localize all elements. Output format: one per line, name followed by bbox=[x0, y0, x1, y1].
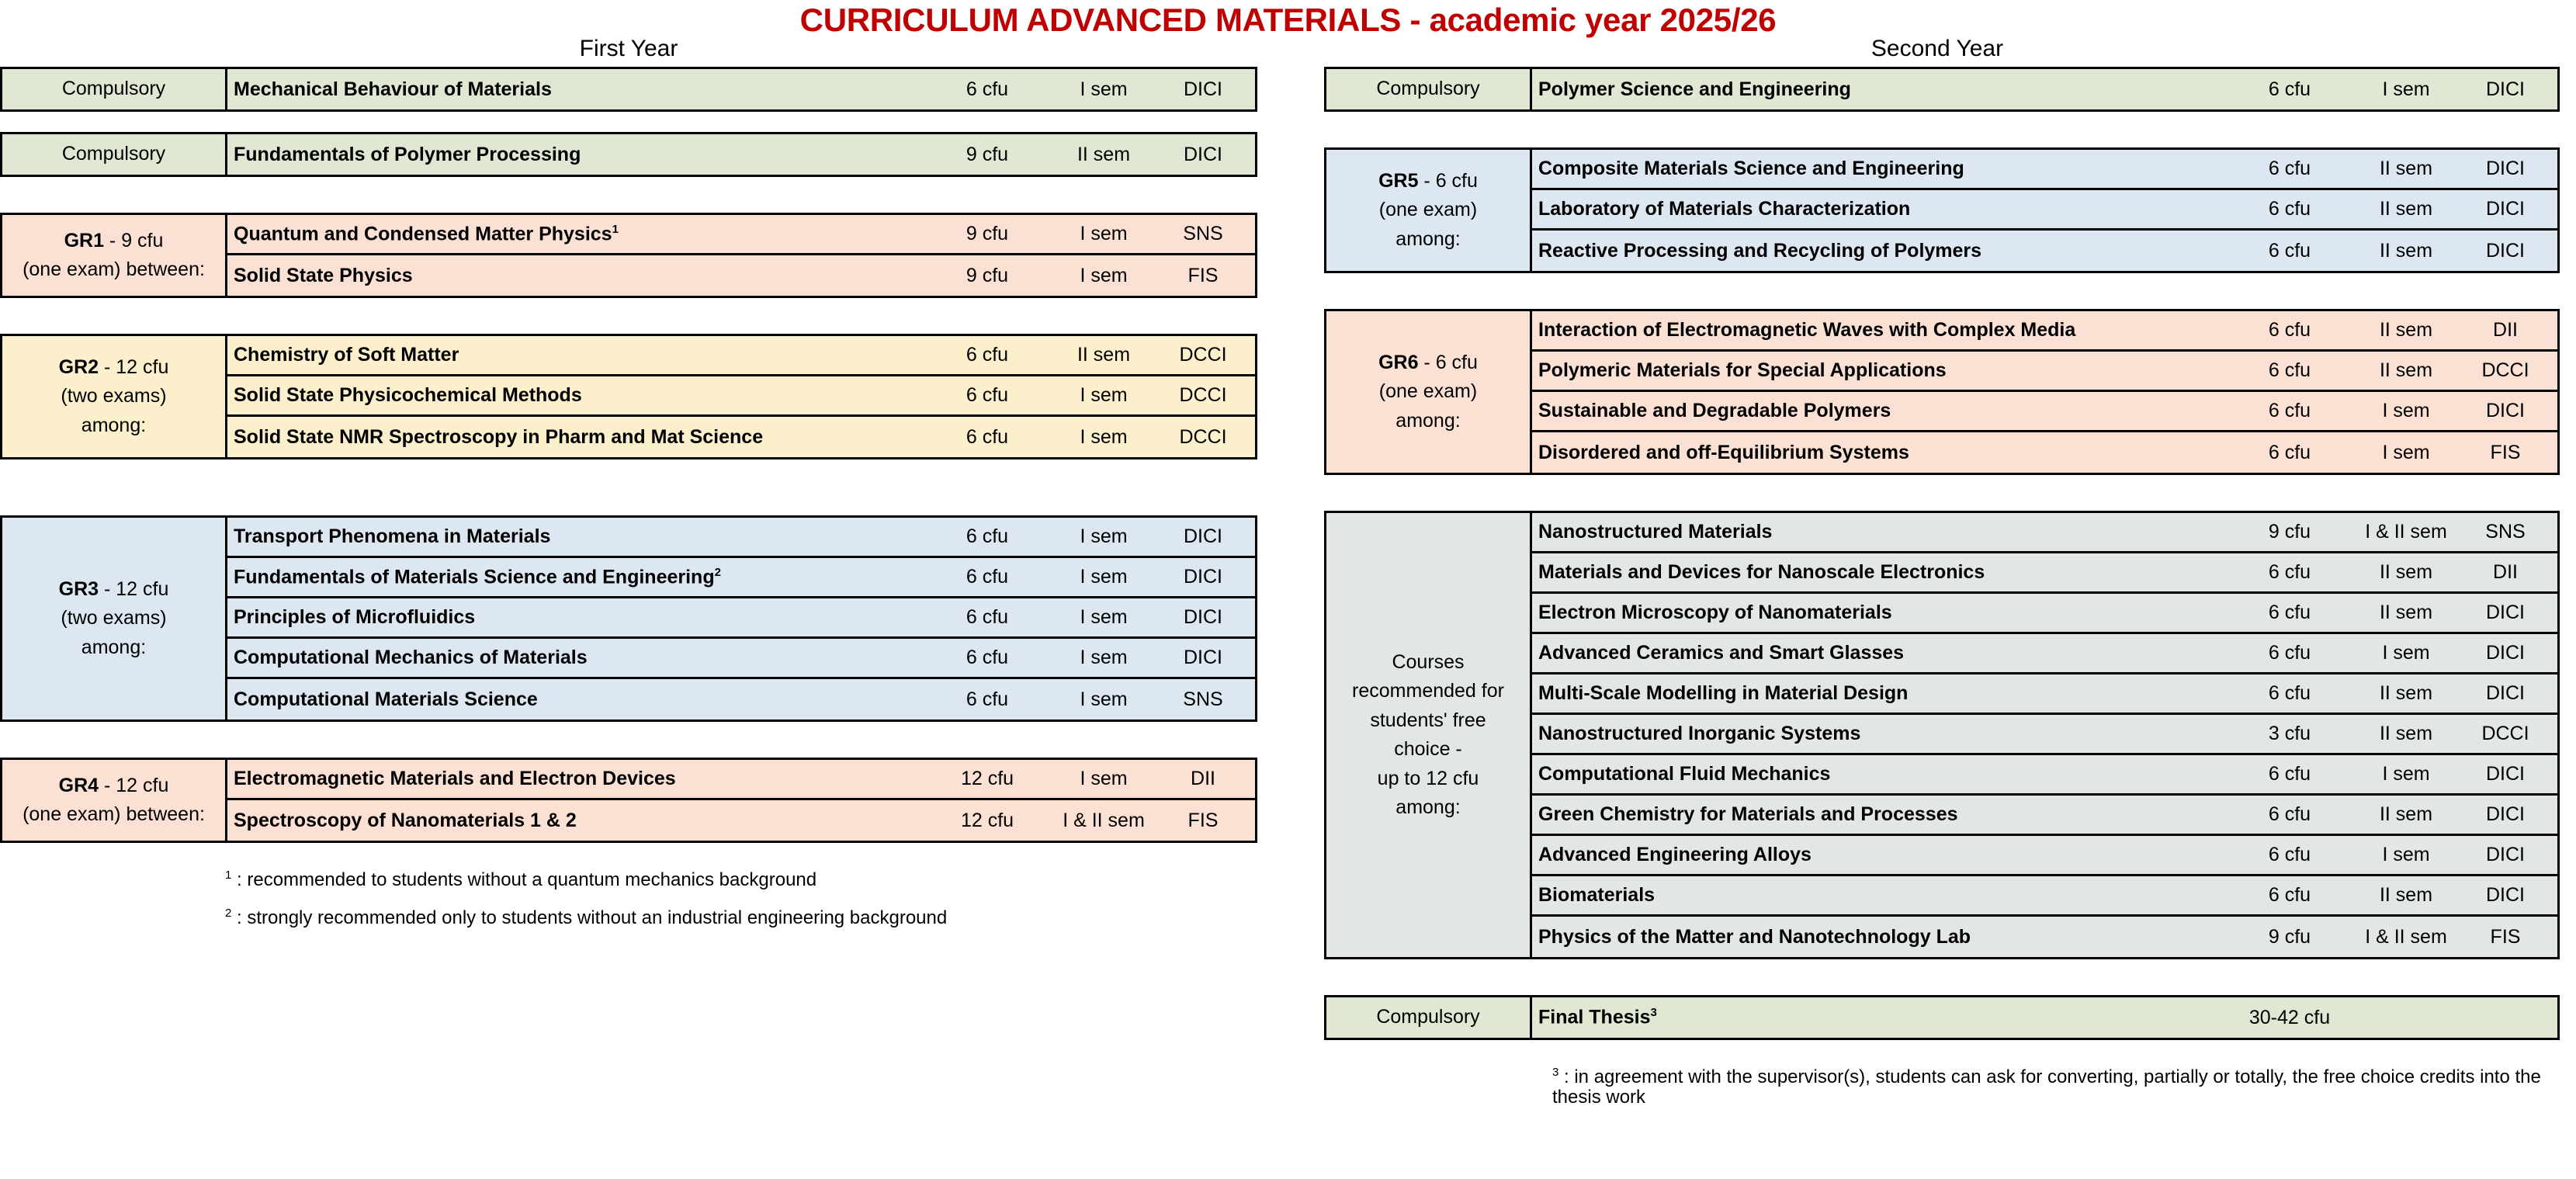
course-name: Final Thesis$^3$ bbox=[1538, 1006, 1657, 1028]
course-block bbox=[0, 132, 1257, 177]
course-rows bbox=[227, 134, 1255, 175]
first-year-column bbox=[0, 37, 1319, 946]
group-label-cell bbox=[1326, 513, 1532, 957]
course-department: FIS bbox=[2490, 925, 2521, 948]
course-department: DII bbox=[2493, 319, 2518, 342]
course-credits: 6 cfu bbox=[2268, 441, 2311, 463]
footnote-marker: 3 bbox=[1552, 1066, 1559, 1080]
course-semester: I sem bbox=[1080, 647, 1128, 669]
first-year-heading: First Year bbox=[579, 36, 678, 62]
table-row bbox=[227, 69, 1255, 109]
course-department: DCCI bbox=[1179, 344, 1227, 366]
course-semester: II sem bbox=[2379, 239, 2433, 262]
footnote-marker: 1 bbox=[225, 869, 232, 883]
course-semester: I sem bbox=[1080, 688, 1128, 710]
table-row bbox=[1532, 190, 2557, 231]
course-semester: I & II sem bbox=[2365, 521, 2447, 543]
table-row bbox=[1532, 634, 2557, 674]
course-rows bbox=[1532, 997, 2557, 1038]
course-credits: 6 cfu bbox=[2268, 803, 2311, 826]
group-label-cell bbox=[1326, 150, 1532, 271]
course-department: DICI bbox=[2486, 78, 2525, 100]
course-block bbox=[0, 334, 1257, 459]
course-block bbox=[0, 67, 1257, 112]
table-row bbox=[1532, 553, 2557, 594]
course-name: Polymeric Materials for Special Applications bbox=[1538, 359, 1947, 382]
footnote-text: : recommended to students without a quantum mechanics background bbox=[237, 869, 817, 891]
year-columns bbox=[0, 37, 2576, 1125]
course-name: Fundamentals of Polymer Processing bbox=[234, 143, 581, 165]
footnote-text: : strongly recommended only to students without an industrial engineering background bbox=[237, 907, 948, 929]
course-credits: 9 cfu bbox=[966, 223, 1009, 245]
first-year-blocks bbox=[0, 67, 1319, 843]
course-name: Solid State Physics bbox=[234, 264, 413, 286]
course-department: FIS bbox=[2490, 441, 2521, 463]
course-department: DICI bbox=[2486, 682, 2525, 705]
course-block bbox=[1324, 147, 2560, 273]
course-name: Computational Fluid Mechanics bbox=[1538, 763, 1831, 785]
group-label-cell bbox=[2, 69, 227, 109]
group-label-line: (two exams) bbox=[61, 607, 167, 629]
block-spacer bbox=[1319, 495, 2576, 511]
course-department: DICI bbox=[2486, 239, 2525, 262]
table-row bbox=[1532, 796, 2557, 836]
footnote-text: : in agreement with the supervisor(s), students can ask for converting, partially or totally, the free choice credits into the thesis work bbox=[1552, 1066, 2541, 1108]
course-semester: II sem bbox=[2379, 884, 2433, 907]
second-year-footnotes bbox=[1552, 1066, 2553, 1108]
table-row bbox=[1532, 69, 2557, 109]
course-block bbox=[1324, 995, 2560, 1040]
group-label-line: Compulsory bbox=[1376, 78, 1480, 100]
table-row bbox=[1532, 755, 2557, 796]
course-department: DICI bbox=[1184, 606, 1222, 629]
group-label-line: GR3 - 12 cfu bbox=[58, 577, 169, 600]
course-name: Polymer Science and Engineering bbox=[1538, 78, 1851, 100]
course-semester: II sem bbox=[2379, 158, 2433, 180]
course-department: FIS bbox=[1187, 809, 1219, 831]
course-semester: II sem bbox=[2379, 682, 2433, 705]
group-label-cell bbox=[2, 134, 227, 175]
page-title: CURRICULUM ADVANCED MATERIALS - academic year 2025/26 bbox=[799, 2, 1777, 38]
table-row bbox=[1532, 231, 2557, 271]
footnote bbox=[225, 907, 1319, 928]
course-semester: I sem bbox=[1080, 525, 1128, 548]
group-label-line: (one exam) between: bbox=[23, 803, 205, 826]
course-semester: I sem bbox=[2382, 441, 2430, 463]
course-rows bbox=[1532, 513, 2557, 957]
group-label-line: among: bbox=[81, 636, 147, 658]
course-credits: 6 cfu bbox=[2268, 239, 2311, 262]
course-semester: I sem bbox=[1080, 384, 1128, 407]
table-row bbox=[227, 800, 1255, 841]
block-spacer bbox=[0, 742, 1319, 758]
second-year-blocks bbox=[1319, 67, 2576, 1040]
group-label-cell bbox=[1326, 311, 1532, 473]
course-department: SNS bbox=[1183, 688, 1223, 710]
course-name: Nanostructured Inorganic Systems bbox=[1538, 723, 1861, 745]
course-credits: 6 cfu bbox=[2268, 763, 2311, 785]
course-department: DICI bbox=[2486, 763, 2525, 785]
course-rows bbox=[227, 760, 1255, 841]
course-credits: 6 cfu bbox=[966, 384, 1009, 407]
course-semester: I & II sem bbox=[1063, 809, 1145, 831]
course-department: SNS bbox=[2485, 521, 2526, 543]
group-label-line: GR4 - 12 cfu bbox=[58, 774, 169, 796]
course-name: Advanced Engineering Alloys bbox=[1538, 844, 1812, 866]
course-semester: I sem bbox=[2382, 400, 2430, 422]
course-department: DICI bbox=[2486, 642, 2525, 664]
course-credits: 12 cfu bbox=[960, 809, 1014, 831]
course-credits: 6 cfu bbox=[2268, 844, 2311, 866]
course-name: Physics of the Matter and Nanotechnology Lab bbox=[1538, 925, 1971, 948]
course-semester: I & II sem bbox=[2365, 925, 2447, 948]
course-name: Mechanical Behaviour of Materials bbox=[234, 78, 552, 100]
course-credits: 3 cfu bbox=[2268, 723, 2311, 745]
course-block bbox=[1324, 511, 2560, 959]
group-label-line: (one exam) bbox=[1378, 380, 1478, 403]
course-block bbox=[0, 515, 1257, 722]
course-credits: 6 cfu bbox=[2268, 400, 2311, 422]
course-department: DCCI bbox=[1179, 384, 1227, 407]
course-name: Nanostructured Materials bbox=[1538, 521, 1773, 543]
course-department: DICI bbox=[2486, 400, 2525, 422]
course-credits: 6 cfu bbox=[966, 425, 1009, 448]
course-name: Interaction of Electromagnetic Waves with Complex Media bbox=[1538, 319, 2076, 342]
course-name: Advanced Ceramics and Smart Glasses bbox=[1538, 642, 1905, 664]
course-semester: II sem bbox=[2379, 723, 2433, 745]
course-credits: 6 cfu bbox=[2268, 158, 2311, 180]
course-credits: 6 cfu bbox=[2268, 198, 2311, 220]
course-department: DICI bbox=[2486, 803, 2525, 826]
table-row bbox=[1532, 836, 2557, 876]
table-row bbox=[227, 598, 1255, 639]
course-name: Fundamentals of Materials Science and Engineering$^2$ bbox=[234, 565, 721, 588]
group-label-line: students' free bbox=[1370, 709, 1486, 731]
table-row bbox=[227, 336, 1255, 376]
course-rows bbox=[227, 69, 1255, 109]
course-credits: 12 cfu bbox=[960, 768, 1014, 790]
course-semester: II sem bbox=[2379, 561, 2433, 584]
course-semester: I sem bbox=[1080, 78, 1128, 100]
course-name: Spectroscopy of Nanomaterials 1 & 2 bbox=[234, 809, 577, 831]
course-department: DCCI bbox=[2481, 723, 2529, 745]
block-spacer bbox=[1319, 132, 2576, 147]
course-credits: 6 cfu bbox=[966, 78, 1009, 100]
block-spacer bbox=[0, 197, 1319, 213]
course-name: Computational Materials Science bbox=[234, 688, 538, 710]
table-row bbox=[227, 376, 1255, 417]
course-rows bbox=[227, 215, 1255, 296]
table-row bbox=[1532, 876, 2557, 917]
course-semester: I sem bbox=[2382, 763, 2430, 785]
table-row bbox=[227, 558, 1255, 598]
course-semester: II sem bbox=[1077, 344, 1131, 366]
group-label-line: (one exam) bbox=[1378, 199, 1478, 221]
course-block bbox=[1324, 309, 2560, 475]
course-credits: 6 cfu bbox=[2268, 884, 2311, 907]
course-credits: 9 cfu bbox=[966, 143, 1009, 165]
course-department: DII bbox=[1191, 768, 1215, 790]
course-semester: II sem bbox=[2379, 198, 2433, 220]
table-row bbox=[1532, 513, 2557, 553]
group-label-cell bbox=[2, 336, 227, 457]
course-name: Solid State NMR Spectroscopy in Pharm and Mat Science bbox=[234, 425, 764, 448]
course-name: Materials and Devices for Nanoscale Electronics bbox=[1538, 561, 1985, 584]
course-department: DICI bbox=[1184, 525, 1222, 548]
table-row bbox=[1532, 150, 2557, 190]
table-row bbox=[227, 134, 1255, 175]
table-row bbox=[1532, 432, 2557, 473]
table-row bbox=[1532, 392, 2557, 432]
course-credits: 30-42 cfu bbox=[2248, 1006, 2331, 1028]
course-name: Disordered and off-Equilibrium Systems bbox=[1538, 441, 1909, 463]
course-name: Quantum and Condensed Matter Physics$^1$ bbox=[234, 222, 619, 245]
table-row bbox=[227, 760, 1255, 800]
table-row bbox=[1532, 715, 2557, 755]
table-row bbox=[1532, 352, 2557, 392]
group-label-line: GR6 - 6 cfu bbox=[1378, 351, 1478, 373]
course-name: Reactive Processing and Recycling of Polymers bbox=[1538, 239, 1982, 262]
table-row bbox=[1532, 917, 2557, 957]
course-department: DCCI bbox=[1179, 425, 1227, 448]
course-name: Composite Materials Science and Engineering bbox=[1538, 158, 1964, 180]
group-label-cell bbox=[2, 760, 227, 841]
course-department: FIS bbox=[1187, 264, 1219, 286]
course-rows bbox=[1532, 69, 2557, 109]
course-credits: 6 cfu bbox=[2268, 602, 2311, 624]
block-spacer bbox=[1319, 293, 2576, 309]
course-credits: 6 cfu bbox=[2268, 682, 2311, 705]
course-credits: 6 cfu bbox=[966, 688, 1009, 710]
course-semester: I sem bbox=[2382, 642, 2430, 664]
group-label-line: Courses bbox=[1392, 650, 1465, 673]
block-spacer bbox=[1319, 980, 2576, 995]
footnote bbox=[225, 869, 1319, 890]
course-department: DII bbox=[2493, 561, 2518, 584]
course-credits: 6 cfu bbox=[2268, 642, 2311, 664]
course-department: DICI bbox=[2486, 602, 2525, 624]
course-credits: 9 cfu bbox=[2268, 521, 2311, 543]
course-credits: 6 cfu bbox=[966, 606, 1009, 629]
table-row bbox=[227, 255, 1255, 296]
second-year-column bbox=[1319, 37, 2576, 1125]
group-label-cell bbox=[2, 215, 227, 296]
group-label-line: among: bbox=[1395, 796, 1461, 819]
course-credits: 6 cfu bbox=[966, 566, 1009, 588]
group-label-line: up to 12 cfu bbox=[1377, 767, 1479, 789]
block-spacer bbox=[0, 318, 1319, 334]
course-credits: 6 cfu bbox=[2268, 561, 2311, 584]
course-block bbox=[1324, 67, 2560, 112]
table-row bbox=[227, 518, 1255, 558]
course-department: DICI bbox=[1184, 647, 1222, 669]
group-label-line: GR5 - 6 cfu bbox=[1378, 169, 1478, 192]
course-name: Sustainable and Degradable Polymers bbox=[1538, 400, 1891, 422]
course-semester: I sem bbox=[2382, 844, 2430, 866]
group-label-line: among: bbox=[81, 414, 147, 436]
course-department: SNS bbox=[1183, 223, 1223, 245]
group-label-line: (one exam) between: bbox=[23, 258, 205, 281]
course-department: DICI bbox=[2486, 198, 2525, 220]
block-spacer bbox=[0, 480, 1319, 515]
course-name: Solid State Physicochemical Methods bbox=[234, 384, 582, 407]
table-row bbox=[227, 215, 1255, 255]
group-label-line: GR2 - 12 cfu bbox=[58, 355, 169, 378]
course-semester: II sem bbox=[2379, 602, 2433, 624]
group-label-line: GR1 - 9 cfu bbox=[64, 229, 164, 251]
course-block bbox=[0, 213, 1257, 298]
course-name: Chemistry of Soft Matter bbox=[234, 344, 459, 366]
group-label-line: Compulsory bbox=[61, 78, 166, 100]
course-department: DCCI bbox=[2481, 359, 2529, 382]
table-row bbox=[227, 417, 1255, 457]
course-credits: 6 cfu bbox=[966, 344, 1009, 366]
course-name: Laboratory of Materials Characterization bbox=[1538, 198, 1911, 220]
course-department: DICI bbox=[1184, 566, 1222, 588]
course-name: Electromagnetic Materials and Electron Devices bbox=[234, 768, 676, 790]
group-label-line: among: bbox=[1395, 227, 1461, 250]
course-rows bbox=[1532, 311, 2557, 473]
course-credits: 6 cfu bbox=[2268, 319, 2311, 342]
footnote-marker: 2 bbox=[225, 907, 232, 921]
course-department: DICI bbox=[1184, 143, 1222, 165]
course-semester: II sem bbox=[2379, 803, 2433, 826]
course-semester: I sem bbox=[1080, 425, 1128, 448]
course-name: Biomaterials bbox=[1538, 884, 1656, 907]
course-semester: II sem bbox=[2379, 359, 2433, 382]
table-row bbox=[227, 639, 1255, 679]
course-semester: I sem bbox=[1080, 768, 1128, 790]
group-label-line: Compulsory bbox=[61, 143, 166, 165]
group-label-cell bbox=[2, 518, 227, 720]
group-label-line: recommended for bbox=[1352, 680, 1504, 702]
course-department: DICI bbox=[2486, 884, 2525, 907]
group-label-line: among: bbox=[1395, 409, 1461, 432]
course-semester: I sem bbox=[1080, 264, 1128, 286]
table-row bbox=[1532, 674, 2557, 715]
course-rows bbox=[227, 518, 1255, 720]
table-row bbox=[1532, 594, 2557, 634]
course-block bbox=[0, 758, 1257, 843]
group-label-line: Compulsory bbox=[1376, 1006, 1480, 1028]
table-row bbox=[1532, 311, 2557, 352]
table-row bbox=[1532, 997, 2557, 1038]
group-label-line: choice - bbox=[1394, 738, 1462, 761]
course-name: Green Chemistry for Materials and Processes bbox=[1538, 803, 1958, 826]
course-credits: 9 cfu bbox=[2268, 925, 2311, 948]
course-department: DICI bbox=[2486, 844, 2525, 866]
group-label-cell bbox=[1326, 69, 1532, 109]
course-credits: 9 cfu bbox=[966, 264, 1009, 286]
course-name: Transport Phenomena in Materials bbox=[234, 525, 551, 548]
first-year-footnotes bbox=[225, 869, 1319, 929]
course-rows bbox=[227, 336, 1255, 457]
table-row bbox=[227, 679, 1255, 720]
course-rows bbox=[1532, 150, 2557, 271]
footnote bbox=[1552, 1066, 2553, 1108]
course-name: Electron Microscopy of Nanomaterials bbox=[1538, 602, 1892, 624]
group-label-line: (two exams) bbox=[61, 385, 167, 407]
group-label-cell bbox=[1326, 997, 1532, 1038]
course-semester: I sem bbox=[1080, 566, 1128, 588]
course-department: DICI bbox=[2486, 158, 2525, 180]
course-semester: I sem bbox=[2382, 78, 2430, 100]
course-name: Multi-Scale Modelling in Material Design bbox=[1538, 682, 1909, 705]
course-credits: 6 cfu bbox=[2268, 359, 2311, 382]
second-year-heading: Second Year bbox=[1870, 36, 2004, 62]
course-name: Computational Mechanics of Materials bbox=[234, 647, 588, 669]
course-name: Principles of Microfluidics bbox=[234, 606, 476, 629]
course-credits: 6 cfu bbox=[966, 525, 1009, 548]
course-semester: I sem bbox=[1080, 223, 1128, 245]
course-semester: II sem bbox=[2379, 319, 2433, 342]
course-credits: 6 cfu bbox=[966, 647, 1009, 669]
course-credits: 6 cfu bbox=[2268, 78, 2311, 100]
course-semester: II sem bbox=[1077, 143, 1131, 165]
course-department: DICI bbox=[1184, 78, 1222, 100]
course-semester: I sem bbox=[1080, 606, 1128, 629]
